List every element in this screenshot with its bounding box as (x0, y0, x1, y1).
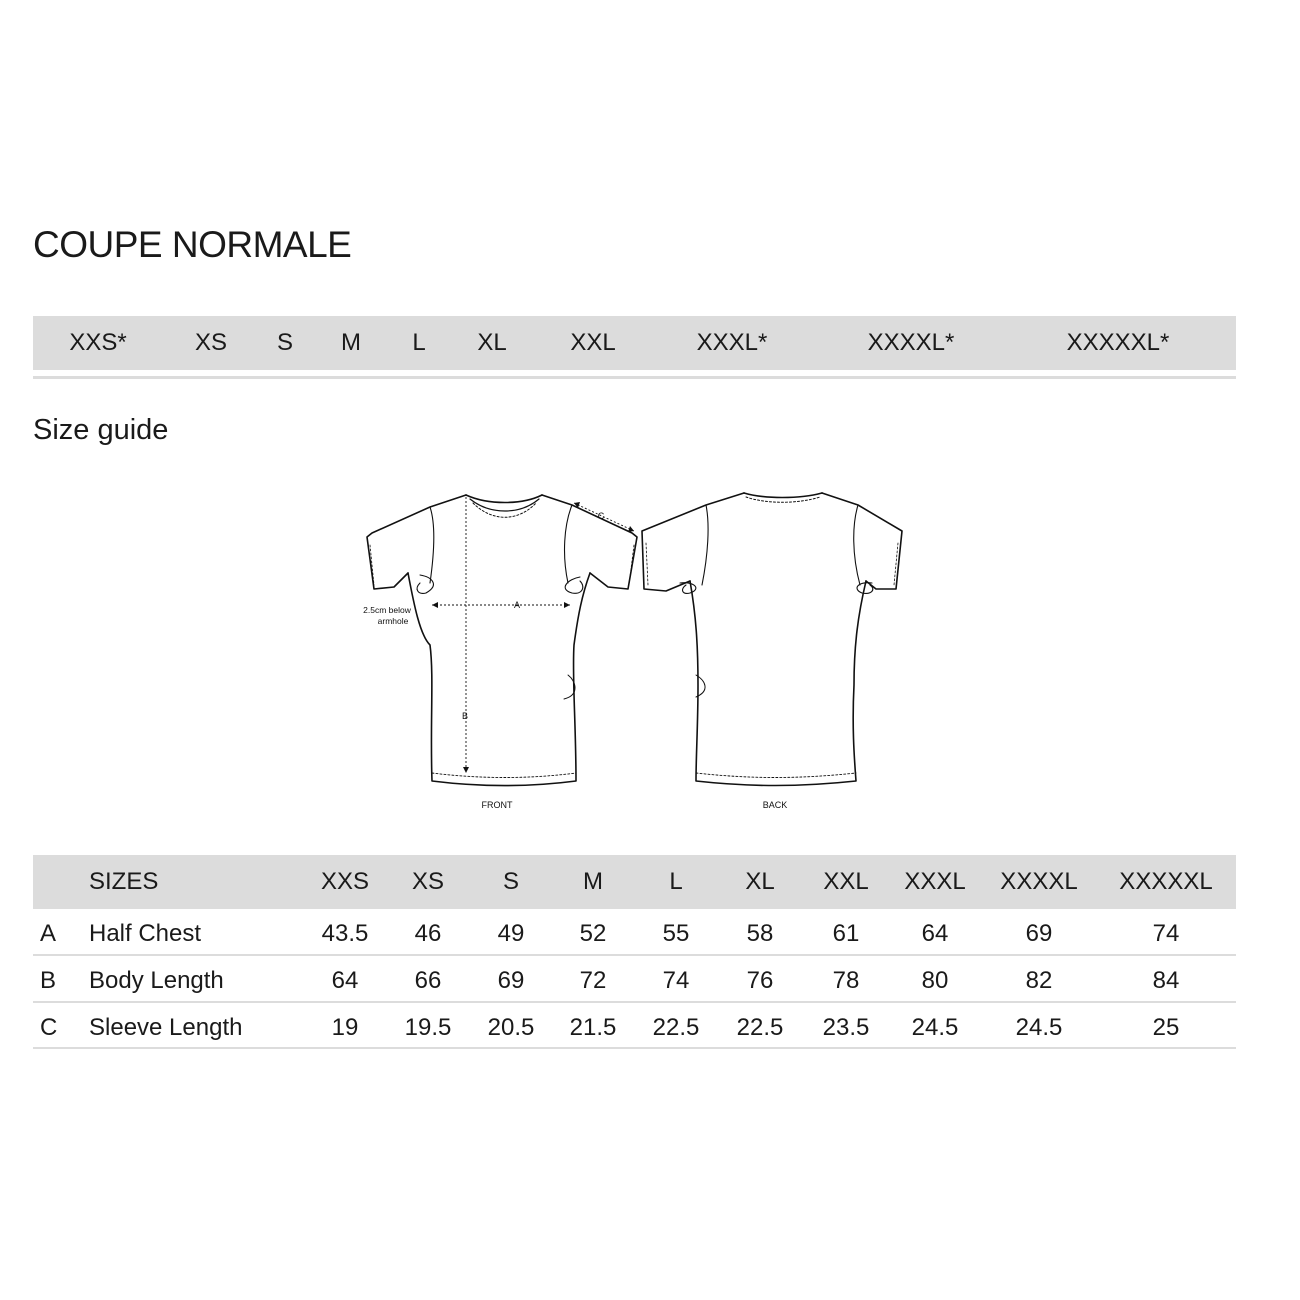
table-cell: 74 (1152, 920, 1180, 947)
table-cell: 74 (662, 967, 690, 994)
table-cell: 46 (414, 920, 442, 947)
table-cell: 43.5 (321, 920, 369, 947)
size-chip-xxs: XXS* (69, 329, 127, 356)
size-chip-xxxxxl: XXXXXL* (1066, 329, 1170, 356)
table-cell: 69 (1025, 920, 1053, 947)
size-bar (33, 316, 1236, 370)
size-chip-xl: XL (477, 329, 507, 356)
table-cell: 23.5 (822, 1014, 870, 1041)
row-key: B (40, 967, 57, 994)
back-label: BACK (762, 800, 788, 810)
table-cell: 49 (497, 920, 525, 947)
table-header-cell: XL (745, 868, 775, 895)
size-guide-heading: Size guide (33, 414, 169, 446)
page-title: COUPE NORMALE (33, 224, 352, 265)
size-bar-underline (33, 376, 1236, 379)
row-key: A (40, 920, 57, 947)
row-label: Sleeve Length (89, 1014, 243, 1041)
table-cell: 24.5 (911, 1014, 959, 1041)
table-header-cell: XS (411, 868, 445, 895)
table-cell: 64 (331, 967, 359, 994)
label-a: A (513, 600, 521, 610)
table-header-sizes: SIZES (89, 868, 159, 895)
armhole-note-line2: armhole (377, 616, 409, 626)
table-cell: 69 (497, 967, 525, 994)
row-label: Half Chest (89, 920, 202, 947)
table-header-cell: XXXXL (1000, 868, 1078, 895)
size-chip-m: M (341, 329, 361, 356)
front-measure-lines (432, 497, 634, 773)
table-cell: 66 (414, 967, 442, 994)
measure-arrowheads (432, 502, 634, 773)
front-tshirt-drawing (367, 495, 637, 786)
table-header-cell: S (502, 868, 520, 895)
table-cell: 64 (921, 920, 949, 947)
table-cell: 84 (1152, 967, 1180, 994)
size-chip-s: S (276, 329, 294, 356)
size-chip-xs: XS (194, 329, 228, 356)
table-cell: 25 (1152, 1014, 1180, 1041)
table-header-cell: L (669, 868, 683, 895)
table-header-cell: M (583, 868, 603, 895)
row-divider (33, 1001, 1236, 1003)
label-c: C (597, 511, 605, 521)
row-divider (33, 1047, 1236, 1049)
table-cell: 24.5 (1015, 1014, 1063, 1041)
table-cell: 58 (746, 920, 774, 947)
table-cell: 20.5 (487, 1014, 535, 1041)
table-cell: 78 (832, 967, 860, 994)
size-chip-xxl: XXL (570, 329, 616, 356)
table-cell: 80 (921, 967, 949, 994)
table-cell: 21.5 (569, 1014, 617, 1041)
table-header-cell: XXL (823, 868, 869, 895)
front-label: FRONT (481, 800, 513, 810)
row-divider (33, 954, 1236, 956)
table-cell: 22.5 (736, 1014, 784, 1041)
table-cell: 82 (1025, 967, 1053, 994)
table-cell: 55 (662, 920, 690, 947)
row-label: Body Length (89, 967, 224, 994)
armhole-note-line1: 2.5cm below (363, 605, 411, 615)
size-chip-l: L (412, 329, 426, 356)
back-tshirt-drawing (642, 493, 902, 786)
size-chip-xxxxl: XXXXL* (867, 329, 955, 356)
table-header-cell: XXXL (904, 868, 966, 895)
label-b: B (461, 711, 469, 721)
table-header-cell: XXS (320, 868, 370, 895)
tshirt-diagram (350, 485, 920, 815)
table-cell: 52 (579, 920, 607, 947)
table-cell: 19 (331, 1014, 359, 1041)
table-cell: 76 (746, 967, 774, 994)
size-chip-xxxl: XXXL* (696, 329, 768, 356)
table-cell: 61 (832, 920, 860, 947)
table-cell: 19.5 (404, 1014, 452, 1041)
table-cell: 22.5 (652, 1014, 700, 1041)
table-cell: 72 (579, 967, 607, 994)
table-header-cell: XXXXXL (1119, 868, 1213, 895)
row-key: C (40, 1014, 58, 1041)
